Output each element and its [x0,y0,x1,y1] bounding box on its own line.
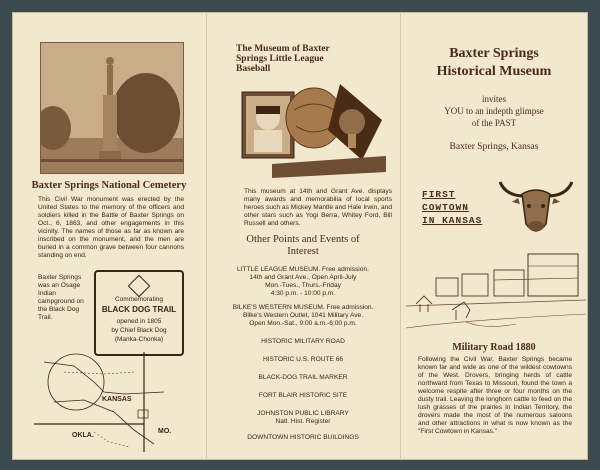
stamp-line: COWTOWN [422,202,469,213]
cemetery-caption: Baxter Springs National Cemetery [31,180,187,191]
baseball-museum-title: The Museum of Baxter Springs Little League Baseball [236,44,330,74]
military-road-illustration [406,244,586,336]
first-cowtown-stamp [422,188,500,227]
list-item: Bilke's Western Outlet, 1041 Military Ave. [242,312,364,319]
list-item: Open Mon.-Sat., 9:00 a.m.-6:00 p.m. [249,320,357,327]
longhorn-steer-icon [496,172,576,244]
points-of-interest-title: Other Points and Events of Interest [246,234,360,257]
list-item: HISTORIC MILITARY ROAD [261,338,345,345]
invite-line: of the PAST [471,118,517,128]
invite-line: invites [482,94,506,104]
illustration-caption: Military Road 1880 [452,342,536,353]
sign-title: BLACK DOG TRAIL [101,305,177,314]
right-panel [400,12,588,460]
list-item: 14th and Grant Ave., Open April-July [249,274,357,281]
sign-line: (Manka-Chonka) [114,336,164,343]
sign-line: Commemorating [114,296,164,303]
list-item: Natl. Hist. Register [275,418,331,425]
cowtown-history: Following the Civil War, Baxter Springs became known far and wide as one of the wildest cowtowns of the West. Drovers, bringing herds of cattle northward from Texas to Missouri, found the town a welcome respite after three or four months on the dusty trail. Leaving the longhorn cattle to feed on the lush grasses of the prairies in Indian Territory, the drovers made the most of the numerous saloons and other attractions in what is now known as the "First Cowtown in Kansas." [418,356,572,435]
baseball-memorabilia-photo [222,68,392,180]
diamond-emblem-icon [128,275,151,298]
map-label-okla: OKLA. [72,432,94,439]
sign-line: opened in 1805 [116,318,162,325]
brochure-sheet [12,12,588,460]
museum-title-line1: Baxter Springs [449,46,539,61]
list-item: BLACK-DOG TRAIL MARKER [258,374,348,381]
left-panel [12,12,206,460]
location-text: Baxter Springs, Kansas [449,142,539,152]
museum-title-line2: Historical Museum [436,64,552,79]
cemetery-photo [40,42,184,174]
invite-line: YOU to an indepth glimpse [444,106,544,116]
list-item: FORT BLAIR HISTORIC SITE [258,392,348,399]
list-item: 4:30 p.m. - 10:00 p.m. [270,290,336,297]
list-item: JOHNSTON PUBLIC LIBRARY [257,410,349,417]
list-item: BILKE'S WESTERN MUSEUM. Free admission. [232,304,374,311]
list-item: Mon.-Tues., Thurs.-Friday [265,282,341,289]
stamp-line: FIRST [422,189,456,200]
map-label-mo: MO. [158,428,172,435]
stamp-line: IN KANSAS [422,215,483,226]
baseball-museum-description: This museum at 14th and Grant Ave. displays many awards and memorabilia of local sports heroes such as Mickey Mantle and Hale Irwin, and other stars such as Yogi Berra, Whitey Ford, Bill Russell and others. [244,188,392,227]
map-label-kansas: KANSAS [102,396,132,403]
black-dog-trail-sign [94,270,184,356]
list-item: HISTORIC U.S. ROUTE 66 [262,356,344,363]
list-item: DOWNTOWN HISTORIC BUILDINGS [247,434,359,441]
cemetery-description: This Civil War monument was erected by the United States to the memory of the officers and soldiers killed in the Battle of Baxter Springs on Oct., 6, 1863, and other engagements in this vicinity. The names of those as far as known are inscribed on the monument, and the men are buried in a common grave between four cannons standing on end. [38,196,184,259]
list-item: LITTLE LEAGUE MUSEUM. Free admission. [237,266,369,273]
osage-note: Baxter Springs was an Osage Indian campground on the Black Dog Trail. [38,274,84,321]
middle-panel [206,12,400,460]
sign-line: by Chief Black Dog [111,327,167,334]
